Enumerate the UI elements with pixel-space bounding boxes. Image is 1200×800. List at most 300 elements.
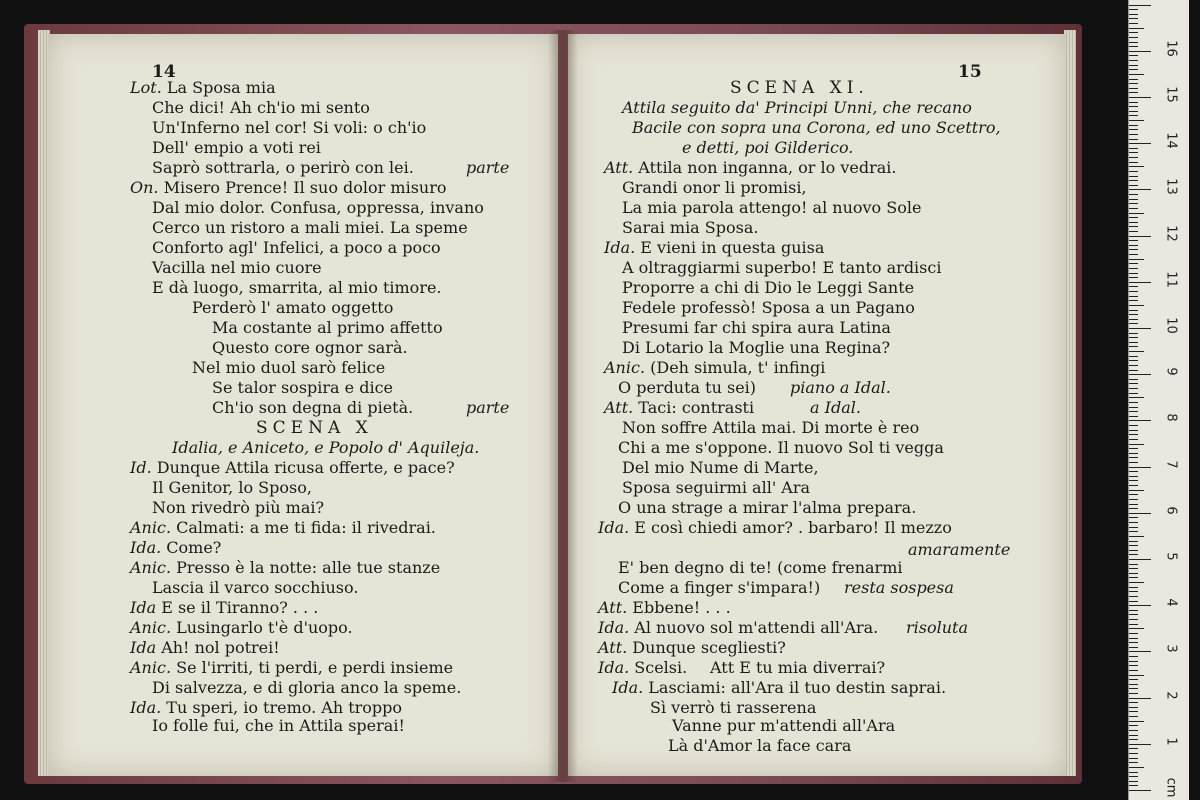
line-text: Non soffre Attila mai. Di morte è reo — [622, 418, 920, 437]
ruler-tick — [1129, 721, 1144, 722]
line-text: Perderò l' amato oggetto — [192, 298, 394, 317]
ruler-tick — [1129, 467, 1151, 468]
right-line — [650, 698, 816, 718]
page-number-right: 15 — [958, 62, 982, 82]
ruler-tick — [1129, 499, 1138, 500]
ruler-tick — [1129, 582, 1144, 583]
left-line — [152, 118, 426, 138]
speaker-name: Ida. — [598, 618, 630, 637]
speaker-name: Ida. — [130, 538, 162, 557]
right-line — [668, 736, 851, 756]
line-text: La Sposa mia — [161, 78, 276, 97]
ruler-tick — [1129, 5, 1151, 6]
ruler-tick — [1129, 32, 1138, 33]
ruler-tick — [1129, 300, 1138, 301]
ruler-tick — [1129, 522, 1138, 523]
ruler-tick — [1129, 716, 1138, 717]
speaker-name: Ida — [130, 638, 157, 657]
speaker-name: Att. — [598, 598, 628, 617]
line-text: Attila non inganna, or lo vedrai. — [633, 158, 897, 177]
line-text: E così chiedi amor? . barbaro! Il mezzo — [629, 518, 952, 537]
ruler-tick — [1129, 37, 1138, 38]
ruler-tick — [1129, 148, 1138, 149]
ruler-tick — [1129, 134, 1138, 135]
line-text: Io folle fui, che in Attila sperai! — [152, 716, 405, 735]
ruler-tick — [1129, 647, 1138, 648]
line-text: Ah! nol potrei! — [156, 638, 280, 657]
ruler-tick — [1129, 614, 1138, 615]
ruler-tick — [1129, 226, 1138, 227]
ruler-tick — [1129, 564, 1138, 565]
ruler-tick — [1129, 162, 1138, 163]
ruler-tick — [1129, 111, 1138, 112]
ruler-label: 2 — [1163, 690, 1179, 700]
line-text: Un'Inferno nel cor! Si voli: o ch'io — [152, 118, 427, 137]
right-line — [682, 138, 853, 158]
line-text: e detti, poi Gilderico. — [682, 138, 854, 157]
right-line — [622, 418, 919, 438]
speaker-name: Ida. — [604, 238, 636, 257]
left-line — [130, 538, 221, 558]
right-line — [622, 458, 819, 478]
line-text: Presumi far chi spira aura Latina — [622, 318, 891, 337]
ruler-tick — [1129, 670, 1138, 671]
ruler-tick — [1129, 444, 1144, 445]
right-line — [622, 198, 921, 218]
line-text: Scelsi. — [629, 658, 688, 677]
left-line — [130, 618, 353, 638]
ruler-tick — [1129, 711, 1138, 712]
speaker-name: Ida. — [130, 698, 162, 717]
right-line — [622, 478, 810, 498]
ruler-tick — [1129, 346, 1138, 347]
ruler-label: 4 — [1163, 598, 1179, 607]
line-text: O perduta tu sei) — [618, 378, 757, 397]
ruler-tick — [1129, 772, 1138, 773]
left-line — [212, 398, 413, 418]
ruler-tick — [1129, 480, 1138, 481]
speaker-name: Anic. — [130, 658, 172, 677]
line-text: Dunque scegliesti? — [627, 638, 786, 657]
left-line — [130, 698, 402, 718]
speaker-name: Ida — [130, 598, 157, 617]
ruler-tick — [1129, 559, 1151, 560]
ruler-tick — [1129, 314, 1138, 315]
ruler-tick — [1129, 554, 1138, 555]
stage-direction: Att E tu mia diverrai? — [710, 658, 886, 677]
ruler-tick — [1129, 365, 1138, 366]
ruler-label: 3 — [1163, 644, 1179, 654]
line-text: Lascia il varco socchiuso. — [152, 578, 359, 597]
line-text: Non rivedrò più mai? — [152, 498, 325, 517]
left-line — [152, 158, 414, 178]
ruler-label: 11 — [1163, 271, 1179, 288]
ruler-tick — [1129, 42, 1138, 43]
ruler-tick — [1129, 249, 1138, 250]
right-line — [622, 318, 891, 338]
speaker-name: Att. — [604, 158, 634, 177]
ruler-tick — [1129, 610, 1138, 611]
left-line — [152, 198, 484, 218]
ruler-tick — [1129, 305, 1144, 306]
ruler-tick — [1129, 143, 1151, 144]
line-text: Bacile con sopra una Corona, ed uno Scettro, — [632, 118, 1001, 137]
ruler-tick — [1129, 536, 1144, 537]
left-line — [152, 716, 405, 736]
ruler-tick — [1129, 115, 1138, 116]
ruler-tick — [1129, 333, 1138, 334]
stage-direction: parte — [466, 158, 510, 177]
ruler-tick — [1129, 739, 1138, 740]
ruler-tick — [1129, 120, 1144, 121]
left-line — [152, 678, 461, 698]
ruler-tick — [1129, 684, 1138, 685]
ruler-tick — [1129, 665, 1138, 666]
right-line — [598, 598, 731, 618]
ruler-tick — [1129, 411, 1138, 412]
ruler-tick — [1129, 23, 1138, 24]
speaker-name: Anic. — [130, 618, 172, 637]
line-text: Taci: contrasti — [633, 398, 755, 417]
line-text: SCENA X — [256, 418, 373, 438]
left-line — [130, 638, 280, 658]
ruler-tick — [1129, 328, 1151, 329]
ruler-label: 7 — [1163, 459, 1179, 469]
ruler-tick — [1129, 675, 1144, 676]
stage-direction: piano a Idal. — [790, 378, 891, 397]
ruler-tick — [1129, 176, 1138, 177]
ruler-tick — [1129, 651, 1151, 652]
ruler-tick — [1129, 790, 1151, 791]
right-line — [730, 78, 869, 98]
ruler-tick — [1129, 508, 1138, 509]
left-line — [192, 358, 385, 378]
ruler-tick — [1129, 46, 1138, 47]
line-text: Ebbene! . . . — [627, 598, 731, 617]
line-text: Misero Prence! Il suo dolor misuro — [158, 178, 447, 197]
ruler-tick — [1129, 106, 1138, 107]
ruler-tick — [1129, 291, 1138, 292]
page-number-left: 14 — [152, 62, 176, 82]
ruler-tick — [1129, 14, 1138, 15]
ruler-tick — [1129, 420, 1151, 421]
ruler-tick — [1129, 273, 1138, 274]
ruler-tick — [1129, 79, 1138, 80]
ruler-tick — [1129, 453, 1138, 454]
ruler-tick — [1129, 83, 1138, 84]
ruler-tick — [1129, 661, 1138, 662]
line-text: Nel mio duol sarò felice — [192, 358, 386, 377]
ruler-tick — [1129, 753, 1138, 754]
ruler-label: 1 — [1163, 737, 1179, 746]
line-text: Lusingarlo t'è d'uopo. — [171, 618, 353, 637]
ruler-tick — [1129, 323, 1138, 324]
ruler-tick — [1129, 725, 1138, 726]
line-text: Di Lotario la Moglie una Regina? — [622, 338, 891, 357]
stage-direction: risoluta — [906, 618, 968, 637]
left-line — [152, 478, 312, 498]
ruler-tick — [1129, 277, 1138, 278]
ruler-tick — [1129, 92, 1138, 93]
line-text: Dal mio dolor. Confusa, oppressa, invano — [152, 198, 484, 217]
ruler-label: 12 — [1163, 224, 1179, 242]
speaker-name: Id. — [130, 458, 152, 477]
left-line — [256, 418, 373, 438]
ruler-tick — [1129, 18, 1138, 19]
ruler-tick — [1129, 342, 1138, 343]
ruler-tick — [1129, 416, 1138, 417]
right-line — [618, 558, 902, 578]
ruler-tick — [1129, 356, 1138, 357]
speaker-name: Anic. — [130, 518, 172, 537]
right-line — [604, 358, 825, 378]
right-line — [598, 618, 878, 638]
right-line — [622, 218, 758, 238]
ruler-tick — [1129, 245, 1138, 246]
ruler-tick — [1129, 693, 1138, 694]
right-line — [632, 118, 1001, 138]
line-text: Tu speri, io tremo. Ah troppo — [161, 698, 403, 717]
line-text: Questo core ognor sarà. — [212, 338, 408, 357]
ruler-tick — [1129, 619, 1138, 620]
ruler-tick — [1129, 351, 1144, 352]
ruler-tick — [1129, 688, 1138, 689]
ruler-tick — [1129, 730, 1138, 731]
ruler-tick — [1129, 517, 1138, 518]
ruler-tick — [1129, 65, 1138, 66]
ruler-tick — [1129, 439, 1138, 440]
ruler-tick — [1129, 762, 1138, 763]
ruler-tick — [1129, 702, 1138, 703]
right-line — [622, 338, 890, 358]
ruler-tick — [1129, 430, 1138, 431]
ruler-label: 15 — [1163, 86, 1179, 103]
ruler-tick — [1129, 180, 1138, 181]
ruler-tick — [1129, 457, 1138, 458]
left-line — [212, 338, 408, 358]
right-line — [598, 518, 952, 538]
line-text: Chi a me s'oppone. Il nuovo Sol ti vegga — [618, 438, 944, 457]
ruler-tick — [1129, 577, 1138, 578]
speaker-name: Ida. — [598, 518, 630, 537]
ruler-tick — [1129, 596, 1138, 597]
line-text: E se il Tiranno? . . . — [156, 598, 319, 617]
ruler-tick — [1129, 642, 1138, 643]
ruler-tick — [1129, 601, 1138, 602]
ruler-tick — [1129, 231, 1138, 232]
ruler-label: 14 — [1163, 132, 1179, 149]
ruler-tick — [1129, 185, 1138, 186]
ruler-tick — [1129, 337, 1138, 338]
ruler-tick — [1129, 213, 1144, 214]
ruler-tick — [1129, 393, 1138, 394]
line-text: Cerco un ristoro a mali miei. La speme — [152, 218, 468, 237]
line-text: Dunque Attila ricusa offerte, e pace? — [151, 458, 455, 477]
ruler-tick — [1129, 471, 1138, 472]
ruler-tick — [1129, 60, 1138, 61]
ruler-tick — [1129, 254, 1138, 255]
right-line — [622, 178, 807, 198]
ruler-tick — [1129, 628, 1144, 629]
line-text: Ch'io son degna di pietà. — [212, 398, 414, 417]
line-text: Se l'irriti, ti perdi, e perdi insieme — [171, 658, 454, 677]
right-line — [618, 378, 756, 398]
line-text: Al nuovo sol m'attendi all'Ara. — [629, 618, 879, 637]
ruler-tick — [1129, 494, 1138, 495]
line-text: Presso è la notte: alle tue stanze — [171, 558, 441, 577]
ruler-tick — [1129, 550, 1138, 551]
line-text: Di salvezza, e di gloria anco la speme. — [152, 678, 462, 697]
ruler-tick — [1129, 573, 1138, 574]
left-line — [172, 438, 479, 458]
ruler-tick — [1129, 587, 1138, 588]
left-line — [212, 378, 393, 398]
right-line — [622, 298, 915, 318]
line-text: SCENA XI. — [730, 78, 869, 98]
line-text: (Deh simula, t' infingi — [645, 358, 826, 377]
left-line — [130, 598, 318, 618]
ruler-tick — [1129, 407, 1138, 408]
line-text: Vanne pur m'attendi all'Ara — [672, 716, 896, 735]
line-text: Come a finger s'impara!) — [618, 578, 821, 597]
ruler-tick — [1129, 656, 1138, 657]
line-text: Fedele professò! Sposa a un Pagano — [622, 298, 915, 317]
ruler-tick — [1129, 97, 1151, 98]
ruler-tick — [1129, 268, 1138, 269]
ruler-tick — [1129, 379, 1138, 380]
line-text: Ma costante al primo affetto — [212, 318, 443, 337]
ruler-tick — [1129, 374, 1151, 375]
right-line — [598, 658, 687, 678]
ruler-tick — [1129, 679, 1138, 680]
right-line — [622, 258, 941, 278]
right-line — [618, 498, 916, 518]
ruler-tick — [1129, 624, 1138, 625]
ruler-tick — [1129, 698, 1151, 699]
ruler-tick — [1129, 236, 1151, 237]
ruler-tick — [1129, 102, 1138, 103]
line-text: Il Genitor, lo Sposo, — [152, 478, 312, 497]
ruler-tick — [1129, 776, 1138, 777]
right-line — [612, 678, 946, 698]
ruler-tick — [1129, 319, 1138, 320]
ruler-tick — [1129, 568, 1138, 569]
stage-direction: a Idal. — [810, 398, 861, 417]
ruler-tick — [1129, 194, 1138, 195]
left-line — [152, 238, 441, 258]
ruler-tick — [1129, 370, 1138, 371]
ruler-tick — [1129, 545, 1138, 546]
ruler-tick — [1129, 28, 1144, 29]
ruler-tick — [1129, 397, 1144, 398]
left-line — [130, 658, 453, 678]
line-text: Saprò sottrarla, o perirò con lei. — [152, 158, 414, 177]
ruler-tick — [1129, 388, 1138, 389]
right-line — [598, 638, 786, 658]
line-text: Come? — [161, 538, 222, 557]
ruler-tick — [1129, 605, 1151, 606]
ruler-tick — [1129, 476, 1138, 477]
stage-direction: parte — [466, 398, 510, 417]
ruler-tick — [1129, 129, 1138, 130]
ruler-tick — [1129, 434, 1138, 435]
ruler-tick — [1129, 166, 1144, 167]
line-text: Proporre a chi di Dio le Leggi Sante — [622, 278, 915, 297]
left-line — [152, 218, 468, 238]
left-line — [152, 278, 442, 298]
ruler-tick — [1129, 9, 1138, 10]
ruler-tick — [1129, 199, 1138, 200]
ruler-tick — [1129, 785, 1138, 786]
ruler-tick — [1129, 531, 1138, 532]
speaker-name: Att. — [604, 398, 634, 417]
ruler-tick — [1129, 310, 1138, 311]
line-text: Sarai mia Sposa. — [622, 218, 759, 237]
ruler-label: 13 — [1163, 178, 1179, 196]
right-line — [618, 578, 820, 598]
line-text: E dà luogo, smarrita, al mio timore. — [152, 278, 442, 297]
ruler-tick — [1129, 485, 1138, 486]
left-line — [152, 578, 358, 598]
ruler-tick — [1129, 88, 1138, 89]
ruler-tick — [1129, 383, 1138, 384]
line-text: Del mio Nume di Marte, — [622, 458, 819, 477]
ruler-tick — [1129, 259, 1144, 260]
right-line — [622, 98, 972, 118]
ruler-tick — [1129, 744, 1151, 745]
line-text: Vacilla nel mio cuore — [152, 258, 322, 277]
speaker-name: Lot. — [130, 78, 162, 97]
ruler-tick — [1129, 203, 1138, 204]
line-text: Calmati: a me ti fida: il rivedrai. — [171, 518, 436, 537]
ruler-tick — [1129, 541, 1138, 542]
ruler-tick — [1129, 139, 1138, 140]
ruler-label: 6 — [1163, 506, 1179, 515]
left-line — [152, 138, 321, 158]
speaker-name: On. — [130, 178, 159, 197]
right-line — [604, 398, 754, 418]
ruler-tick — [1129, 425, 1138, 426]
ruler-tick — [1129, 286, 1138, 287]
speaker-name: Ida. — [598, 658, 630, 677]
line-text: Lasciami: all'Ara il tuo destin saprai. — [643, 678, 947, 697]
ruler-tick — [1129, 125, 1138, 126]
line-text: A oltraggiarmi superbo! E tanto ardisci — [622, 258, 942, 277]
ruler-tick — [1129, 767, 1144, 768]
ruler-label: 5 — [1163, 552, 1179, 561]
ruler-tick — [1129, 208, 1138, 209]
ruler-tick — [1129, 189, 1151, 190]
ruler-tick — [1129, 527, 1138, 528]
measurement-ruler — [1128, 0, 1189, 800]
ruler-label: 16 — [1163, 40, 1179, 57]
ruler-tick — [1129, 490, 1144, 491]
ruler-tick — [1129, 633, 1138, 634]
right-line — [622, 278, 914, 298]
line-text: Dell' empio a voti rei — [152, 138, 321, 157]
ruler-tick — [1129, 55, 1138, 56]
ruler-label: 8 — [1163, 413, 1179, 423]
right-line — [604, 238, 824, 258]
right-line — [604, 158, 897, 178]
ruler-label: cm — [1163, 777, 1179, 798]
left-line — [192, 298, 393, 318]
ruler-tick — [1129, 707, 1138, 708]
ruler-tick — [1129, 157, 1138, 158]
book-gutter — [548, 30, 578, 782]
ruler-tick — [1129, 152, 1138, 153]
left-line — [130, 458, 455, 478]
